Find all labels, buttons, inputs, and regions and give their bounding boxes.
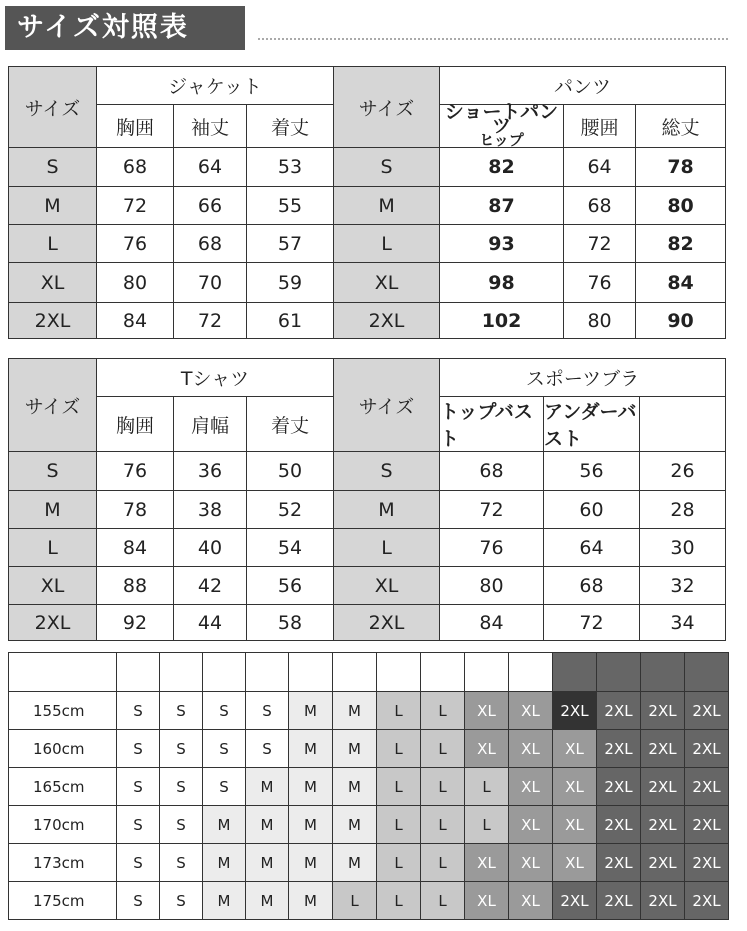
size-label: M xyxy=(9,187,97,225)
size-cell: S xyxy=(117,844,160,882)
size-cell: M xyxy=(289,768,333,806)
size-cell: M xyxy=(246,768,289,806)
size-cell: XL xyxy=(509,768,553,806)
size-cell: XL xyxy=(509,730,553,768)
grid-header-cell xyxy=(421,653,465,692)
jacket-value: 68 xyxy=(174,225,247,263)
table-row xyxy=(9,225,726,263)
table-row xyxy=(9,148,726,187)
tshirt-value: 54 xyxy=(247,529,334,567)
size-cell: XL xyxy=(465,692,509,730)
size-label: 2XL xyxy=(334,303,440,339)
jacket-value: 76 xyxy=(97,225,174,263)
size-cell: M xyxy=(246,806,289,844)
size-cell: M xyxy=(289,844,333,882)
grid-header-cell xyxy=(203,653,246,692)
size-cell: S xyxy=(117,692,160,730)
table-row xyxy=(9,452,726,491)
grid-header-cell xyxy=(465,653,509,692)
tshirt-bra-table xyxy=(8,358,726,641)
pants-value: 102 xyxy=(440,303,564,339)
pants-value: 72 xyxy=(564,225,636,263)
pants-value: 78 xyxy=(636,148,726,187)
size-label: XL xyxy=(9,263,97,303)
tshirt-col: 胸囲 xyxy=(97,397,174,452)
tshirt-value: 38 xyxy=(174,491,247,529)
size-cell: 2XL xyxy=(685,768,729,806)
sportsbra-value: 26 xyxy=(640,452,726,491)
size-cell: XL xyxy=(509,844,553,882)
grid-header-cell xyxy=(117,653,160,692)
size-cell: S xyxy=(160,882,203,920)
page-title: サイズ対照表 xyxy=(5,6,245,50)
sportsbra-value: 64 xyxy=(544,529,640,567)
grid-header-cell xyxy=(597,653,641,692)
size-cell: S xyxy=(160,730,203,768)
grid-header-cell xyxy=(377,653,421,692)
size-cell: L xyxy=(421,692,465,730)
size-cell: L xyxy=(421,806,465,844)
sportsbra-value: 60 xyxy=(544,491,640,529)
tshirt-value: 88 xyxy=(97,567,174,605)
sportsbra-value: 68 xyxy=(544,567,640,605)
tshirt-value: 42 xyxy=(174,567,247,605)
size-cell: S xyxy=(160,806,203,844)
title-divider xyxy=(258,38,728,40)
table-row xyxy=(9,567,726,605)
sportsbra-value: 76 xyxy=(440,529,544,567)
size-cell: M xyxy=(246,882,289,920)
tshirt-value: 44 xyxy=(174,605,247,641)
jacket-pants-table xyxy=(8,66,726,339)
size-label: XL xyxy=(9,567,97,605)
size-cell: XL xyxy=(509,882,553,920)
size-cell: 2XL xyxy=(641,806,685,844)
tshirt-value: 40 xyxy=(174,529,247,567)
tshirt-title: Tシャツ xyxy=(97,359,334,397)
size-cell: M xyxy=(289,730,333,768)
sportsbra-value: 28 xyxy=(640,491,726,529)
size-cell: L xyxy=(465,806,509,844)
size-cell: 2XL xyxy=(597,806,641,844)
tshirt-value: 50 xyxy=(247,452,334,491)
size-cell: M xyxy=(333,768,377,806)
bra-col: アンダーバスト xyxy=(544,397,640,452)
pants-title: パンツ xyxy=(440,67,726,105)
size-cell: 2XL xyxy=(597,844,641,882)
size-cell: M xyxy=(289,882,333,920)
grid-header-cell xyxy=(289,653,333,692)
table-row xyxy=(9,491,726,529)
sportsbra-value: 56 xyxy=(544,452,640,491)
sportsbra-value: 30 xyxy=(640,529,726,567)
tshirt-value: 58 xyxy=(247,605,334,641)
jacket-value: 55 xyxy=(247,187,334,225)
jacket-value: 72 xyxy=(97,187,174,225)
size-label: S xyxy=(334,452,440,491)
table-row xyxy=(9,806,729,844)
jacket-value: 66 xyxy=(174,187,247,225)
size-cell: L xyxy=(377,844,421,882)
bra-col xyxy=(640,397,726,452)
table-row xyxy=(9,529,726,567)
size-cell: XL xyxy=(509,692,553,730)
tshirt-col: 肩幅 xyxy=(174,397,247,452)
size-cell: S xyxy=(246,692,289,730)
sportsbra-value: 72 xyxy=(544,605,640,641)
size-label: 2XL xyxy=(9,605,97,641)
jacket-value: 64 xyxy=(174,148,247,187)
height-label: 160cm xyxy=(9,730,117,768)
size-cell: M xyxy=(333,730,377,768)
size-label: L xyxy=(334,225,440,263)
size-cell: 2XL xyxy=(641,844,685,882)
table-row xyxy=(9,303,726,339)
size-cell: XL xyxy=(553,806,597,844)
tshirt-value: 36 xyxy=(174,452,247,491)
sportsbra-value: 68 xyxy=(440,452,544,491)
size-cell: L xyxy=(421,844,465,882)
size-cell: M xyxy=(333,692,377,730)
size-label: XL xyxy=(334,263,440,303)
size-cell: XL xyxy=(465,844,509,882)
size-cell: S xyxy=(203,692,246,730)
size-cell: L xyxy=(421,768,465,806)
table-row xyxy=(9,844,729,882)
size-cell: 2XL xyxy=(641,730,685,768)
size-cell: 2XL xyxy=(641,768,685,806)
size-cell: 2XL xyxy=(641,692,685,730)
size-label: S xyxy=(9,148,97,187)
size-cell: M xyxy=(203,882,246,920)
pants-value: 87 xyxy=(440,187,564,225)
pants-value: 82 xyxy=(636,225,726,263)
size-cell: 2XL xyxy=(553,882,597,920)
size-cell: XL xyxy=(553,768,597,806)
size-cell: L xyxy=(421,882,465,920)
size-cell: XL xyxy=(553,844,597,882)
jacket-value: 70 xyxy=(174,263,247,303)
size-cell: 2XL xyxy=(597,882,641,920)
size-label: L xyxy=(9,529,97,567)
pants-value: 82 xyxy=(440,148,564,187)
size-cell: 2XL xyxy=(597,768,641,806)
size-cell: 2XL xyxy=(641,882,685,920)
size-cell: XL xyxy=(553,730,597,768)
tshirt-value: 78 xyxy=(97,491,174,529)
jacket-col: 着丈 xyxy=(247,105,334,148)
grid-header-cell xyxy=(160,653,203,692)
tshirt-value: 84 xyxy=(97,529,174,567)
pants-col: 腰囲 xyxy=(564,105,636,148)
size-cell: M xyxy=(246,844,289,882)
size-label: S xyxy=(9,452,97,491)
height-label: 165cm xyxy=(9,768,117,806)
sportsbra-value: 32 xyxy=(640,567,726,605)
pants-value: 80 xyxy=(564,303,636,339)
tshirt-value: 76 xyxy=(97,452,174,491)
sportsbra-value: 34 xyxy=(640,605,726,641)
jacket-value: 84 xyxy=(97,303,174,339)
size-cell: L xyxy=(377,730,421,768)
jacket-value: 68 xyxy=(97,148,174,187)
size-label: XL xyxy=(334,567,440,605)
table-row xyxy=(9,605,726,641)
table-row xyxy=(9,692,729,730)
pants-value: 98 xyxy=(440,263,564,303)
grid-header-cell xyxy=(246,653,289,692)
size-cell: M xyxy=(289,806,333,844)
size-cell: XL xyxy=(465,730,509,768)
size-cell: S xyxy=(117,730,160,768)
height-label: 155cm xyxy=(9,692,117,730)
jacket-value: 53 xyxy=(247,148,334,187)
height-size-grid xyxy=(8,652,729,920)
pants-value: 68 xyxy=(564,187,636,225)
size-cell: XL xyxy=(509,806,553,844)
size-cell: 2XL xyxy=(685,882,729,920)
grid-header-cell xyxy=(9,653,117,692)
size-cell: 2XL xyxy=(597,730,641,768)
size-cell: L xyxy=(377,806,421,844)
size-cell: 2XL xyxy=(597,692,641,730)
jacket-value: 59 xyxy=(247,263,334,303)
size-cell: 2XL xyxy=(685,806,729,844)
pants-value: 93 xyxy=(440,225,564,263)
size-header: サイズ xyxy=(334,359,440,452)
tshirt-col: 着丈 xyxy=(247,397,334,452)
size-label: 2XL xyxy=(9,303,97,339)
tshirt-value: 52 xyxy=(247,491,334,529)
size-cell: S xyxy=(117,882,160,920)
height-label: 173cm xyxy=(9,844,117,882)
grid-header-cell xyxy=(553,653,597,692)
size-cell: 2XL xyxy=(685,730,729,768)
sportsbra-value: 84 xyxy=(440,605,544,641)
jacket-col: 胸囲 xyxy=(97,105,174,148)
table-row xyxy=(9,882,729,920)
table-row xyxy=(9,263,726,303)
size-header: サイズ xyxy=(9,67,97,148)
size-cell: L xyxy=(377,882,421,920)
size-cell: 2XL xyxy=(553,692,597,730)
pants-col: 総丈 xyxy=(636,105,726,148)
size-cell: 2XL xyxy=(685,844,729,882)
jacket-title: ジャケット xyxy=(97,67,334,105)
jacket-value: 80 xyxy=(97,263,174,303)
grid-header-cell xyxy=(641,653,685,692)
size-cell: L xyxy=(333,882,377,920)
jacket-col: 袖丈 xyxy=(174,105,247,148)
bra-col: トップバスト xyxy=(440,397,544,452)
size-cell: M xyxy=(203,844,246,882)
size-label: 2XL xyxy=(334,605,440,641)
pants-value: 84 xyxy=(636,263,726,303)
height-label: 175cm xyxy=(9,882,117,920)
size-label: M xyxy=(334,187,440,225)
size-cell: S xyxy=(160,768,203,806)
table-row xyxy=(9,768,729,806)
tshirt-value: 56 xyxy=(247,567,334,605)
size-cell: L xyxy=(465,768,509,806)
height-label: 170cm xyxy=(9,806,117,844)
grid-header-cell xyxy=(685,653,729,692)
size-cell: L xyxy=(377,768,421,806)
pants-col xyxy=(440,101,564,149)
table-row xyxy=(9,730,729,768)
size-header: サイズ xyxy=(334,67,440,148)
size-cell: S xyxy=(203,768,246,806)
size-cell: 2XL xyxy=(685,692,729,730)
size-label: S xyxy=(334,148,440,187)
size-cell: M xyxy=(289,692,333,730)
sportsbra-title: スポーツブラ xyxy=(440,359,726,397)
jacket-value: 61 xyxy=(247,303,334,339)
size-cell: M xyxy=(203,806,246,844)
size-label: L xyxy=(9,225,97,263)
size-label: L xyxy=(334,529,440,567)
size-label: M xyxy=(334,491,440,529)
sportsbra-value: 80 xyxy=(440,567,544,605)
pants-value: 76 xyxy=(564,263,636,303)
size-cell: L xyxy=(377,692,421,730)
size-cell: S xyxy=(160,844,203,882)
pants-value: 90 xyxy=(636,303,726,339)
jacket-value: 57 xyxy=(247,225,334,263)
size-cell: S xyxy=(117,768,160,806)
tshirt-value: 92 xyxy=(97,605,174,641)
size-header: サイズ xyxy=(9,359,97,452)
pants-col-line2: ヒップ xyxy=(479,131,524,149)
size-cell: M xyxy=(333,806,377,844)
size-cell: L xyxy=(421,730,465,768)
size-cell: XL xyxy=(465,882,509,920)
sportsbra-value: 72 xyxy=(440,491,544,529)
grid-header-cell xyxy=(509,653,553,692)
size-cell: M xyxy=(333,844,377,882)
grid-header-cell xyxy=(333,653,377,692)
size-label: M xyxy=(9,491,97,529)
pants-value: 64 xyxy=(564,148,636,187)
pants-value: 80 xyxy=(636,187,726,225)
size-cell: S xyxy=(160,692,203,730)
size-cell: S xyxy=(117,806,160,844)
table-row xyxy=(9,187,726,225)
jacket-value: 72 xyxy=(174,303,247,339)
size-cell: S xyxy=(246,730,289,768)
pants-col-line1: ショートパンツ xyxy=(444,101,559,137)
size-cell: S xyxy=(203,730,246,768)
